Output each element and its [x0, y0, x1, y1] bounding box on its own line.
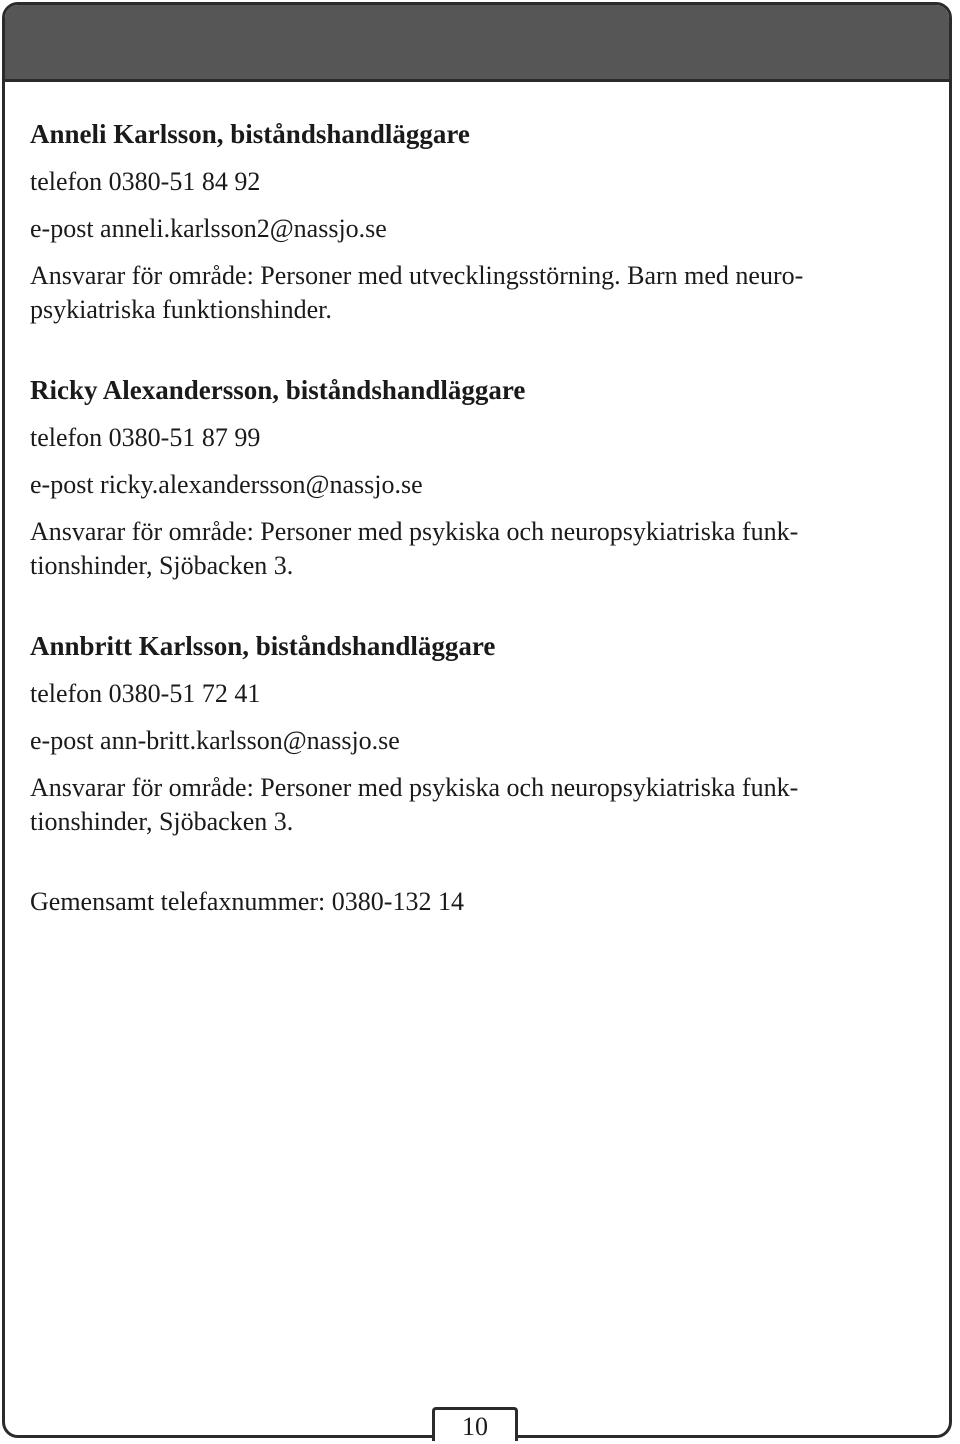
contact-email: e-post anneli.karlsson2@nassjo.se [30, 214, 387, 243]
contact-description [30, 771, 925, 839]
contact-phone: telefon 0380-51 87 99 [30, 423, 261, 452]
contact-description-line: tionshinder, Sjöbacken 3. [30, 807, 294, 836]
contact-description [30, 259, 925, 327]
contact-block [30, 629, 925, 839]
header-band [5, 5, 949, 82]
fax-number: Gemensamt telefaxnummer: 0380-132 14 [30, 887, 464, 916]
contact-name: Anneli Karlsson, biståndshandläggare [30, 119, 470, 149]
contact-phone: telefon 0380-51 72 41 [30, 679, 261, 708]
page-frame [2, 2, 952, 1438]
page-content [30, 117, 925, 919]
contact-block [30, 373, 925, 583]
contact-email: e-post ann-britt.karlsson@nassjo.se [30, 726, 400, 755]
contact-description-line: Ansvarar för område: Personer med psykiska och neuropsykiatriska funk- [30, 773, 799, 802]
contact-description-line: Ansvarar för område: Personer med psykiska och neuropsykiatriska funk- [30, 517, 799, 546]
page-number: 10 [432, 1407, 518, 1441]
contact-name: Annbritt Karlsson, biståndshandläggare [30, 631, 496, 661]
contact-name: Ricky Alexandersson, biståndshandläggare [30, 375, 526, 405]
contact-block [30, 117, 925, 327]
contact-description-line: tionshinder, Sjöbacken 3. [30, 551, 294, 580]
contact-email: e-post ricky.alexandersson@nassjo.se [30, 470, 423, 499]
contact-phone: telefon 0380-51 84 92 [30, 167, 261, 196]
contact-description-line: Ansvarar för område: Personer med utvecklingsstörning. Barn med neuro- [30, 261, 804, 290]
contact-description-line: psykiatriska funktionshinder. [30, 295, 332, 324]
contact-description [30, 515, 925, 583]
